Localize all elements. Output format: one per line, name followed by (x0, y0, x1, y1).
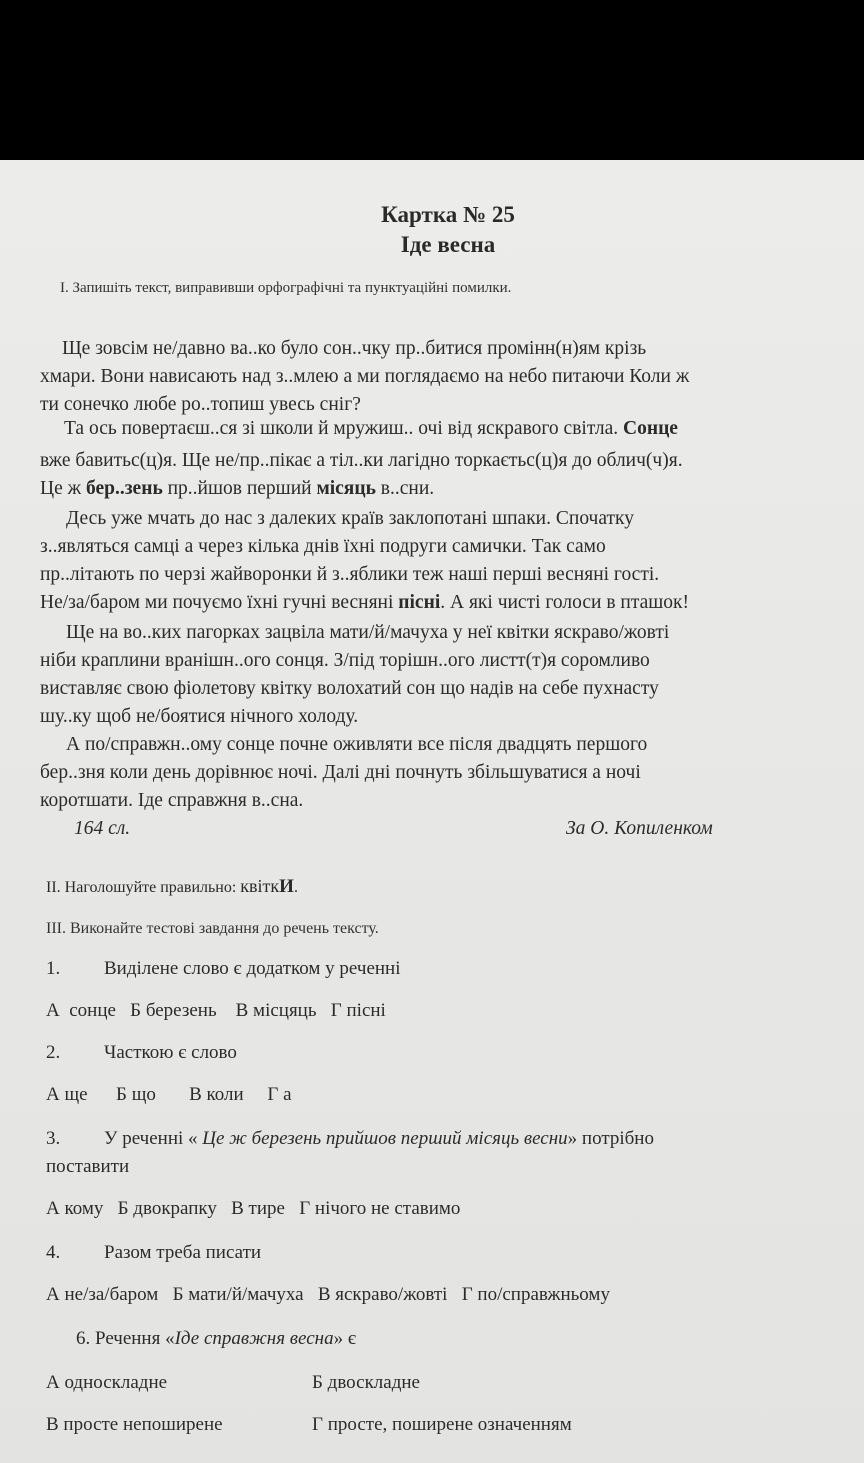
question-text: поставити (46, 1156, 130, 1177)
text-line: Ще на во..ких пагорках зацвіла мати/й/мачуха у неї квітки яскраво/жовті (66, 622, 670, 643)
top-black-bar (0, 0, 864, 160)
task2-word: квітк (240, 876, 280, 896)
answer-option: Г просте, поширене означенням (312, 1414, 572, 1435)
text-line (40, 592, 689, 614)
highlighted-word: пісні (398, 592, 441, 613)
text-line: Десь уже мчать до нас з далеких країв заклопотані шпаки. Спочатку (66, 508, 634, 529)
text-line (64, 418, 678, 440)
card-number: Картка № 25 (381, 202, 515, 227)
answer-options: А ще Б що В коли Г а (46, 1084, 292, 1105)
highlighted-word: бер..зень (85, 478, 163, 499)
quoted-sentence: Іде справжня весна (174, 1328, 334, 1349)
answer-option: Б двоскладне (312, 1372, 420, 1393)
text-line: ніби краплини вранішн..ого сонця. З/під торішн..ого листт(т)я соромливо (40, 650, 650, 671)
text-line: з..являться самці а через кілька днів їхні подруги самички. Так само (40, 536, 606, 557)
text-line: пр..літають по черзі жайворонки й з..яблики теж наші перші весняні гості. (40, 564, 660, 585)
task2-punct: . (293, 879, 298, 896)
text-span: 6. Речення « (76, 1328, 175, 1349)
text-line: Ще зовсім не/давно ва..ко було сон..чку пр..битися промінн(н)ям крізь (62, 338, 647, 359)
task2-stressed-letter: И (279, 876, 294, 897)
question-number: 4. (46, 1242, 61, 1263)
text-line: хмари. Вони нависають над з..млею а ми поглядаємо на небо питаючи Коли ж (40, 366, 690, 387)
text-span: Не/за/баром ми почуємо їхні гучні весняні (40, 592, 399, 613)
task2-label: ІІ. Наголошуйте правильно: (46, 879, 241, 896)
answer-option: А односкладне (46, 1372, 168, 1393)
text-line: ти сонечко любе ро..топиш увесь сніг? (40, 394, 361, 415)
question-text: Часткою є слово (104, 1042, 237, 1063)
text-span: » потрібно (567, 1128, 654, 1149)
question-number: 1. (46, 958, 61, 979)
answer-options: А кому Б двокрапку В тире Г нічого не ставимо (46, 1198, 461, 1219)
text-span: Та ось повертаєш..ся зі школи й мружиш.. очі від яскравого світла. (64, 418, 623, 439)
text-line: вже бавитьс(ц)я. Ще не/пр..пікає а тіл..ки лагідно торкаєтьс(ц)я до облич(ч)я. (40, 450, 683, 471)
highlighted-word: місяць (316, 478, 376, 499)
text-span: . А які чисті голоси в пташок! (440, 592, 690, 613)
text-line: виставляє свою фіолетову квітку волохатий сон що надів на себе пухнасту (40, 678, 659, 699)
question-text (76, 1328, 356, 1350)
task1-instruction: І. Запишіть текст, виправивши орфографічні та пунктуаційні помилки. (60, 280, 512, 296)
author: За О. Копиленком (566, 818, 713, 839)
task3-instruction: ІІІ. Виконайте тестові завдання до речень тексту. (46, 920, 379, 937)
answer-options: А не/за/баром Б мати/й/мачуха В яскраво/жовті Г по/справжньому (46, 1284, 610, 1305)
quoted-sentence: Це ж березень прийшов перший місяць весни (202, 1128, 568, 1149)
document-page (0, 160, 864, 1463)
question-text: Разом треба писати (104, 1242, 262, 1263)
text-span: » є (333, 1328, 357, 1349)
highlighted-word: Сонце (623, 418, 678, 439)
word-count: 164 сл. (74, 818, 131, 839)
text-line: шу..ку щоб не/боятися нічного холоду. (40, 706, 359, 727)
answer-option: В просте непоширене (46, 1414, 223, 1435)
text-line: бер..зня коли день дорівнює ночі. Далі дні почнуть збільшуватися а ночі (40, 762, 641, 783)
text-line (40, 478, 434, 500)
text-line: коротшати. Іде справжня в..сна. (40, 790, 304, 811)
question-number: 3. (46, 1128, 61, 1149)
question-text (104, 1128, 654, 1150)
text-span: Це ж (40, 478, 86, 499)
task2-stress (46, 876, 298, 898)
text-span: пр..йшов перший (162, 478, 317, 499)
text-span: У реченні « (104, 1128, 203, 1149)
card-title: Іде весна (400, 232, 496, 257)
answer-options: А сонце Б березень В місцяць Г пісні (46, 1000, 386, 1021)
question-number: 2. (46, 1042, 61, 1063)
text-span: в..сни. (375, 478, 435, 499)
question-text: Виділене слово є додатком у реченні (104, 958, 401, 979)
text-line: А по/справжн..ому сонце почне оживляти все після двадцять першого (66, 734, 648, 755)
